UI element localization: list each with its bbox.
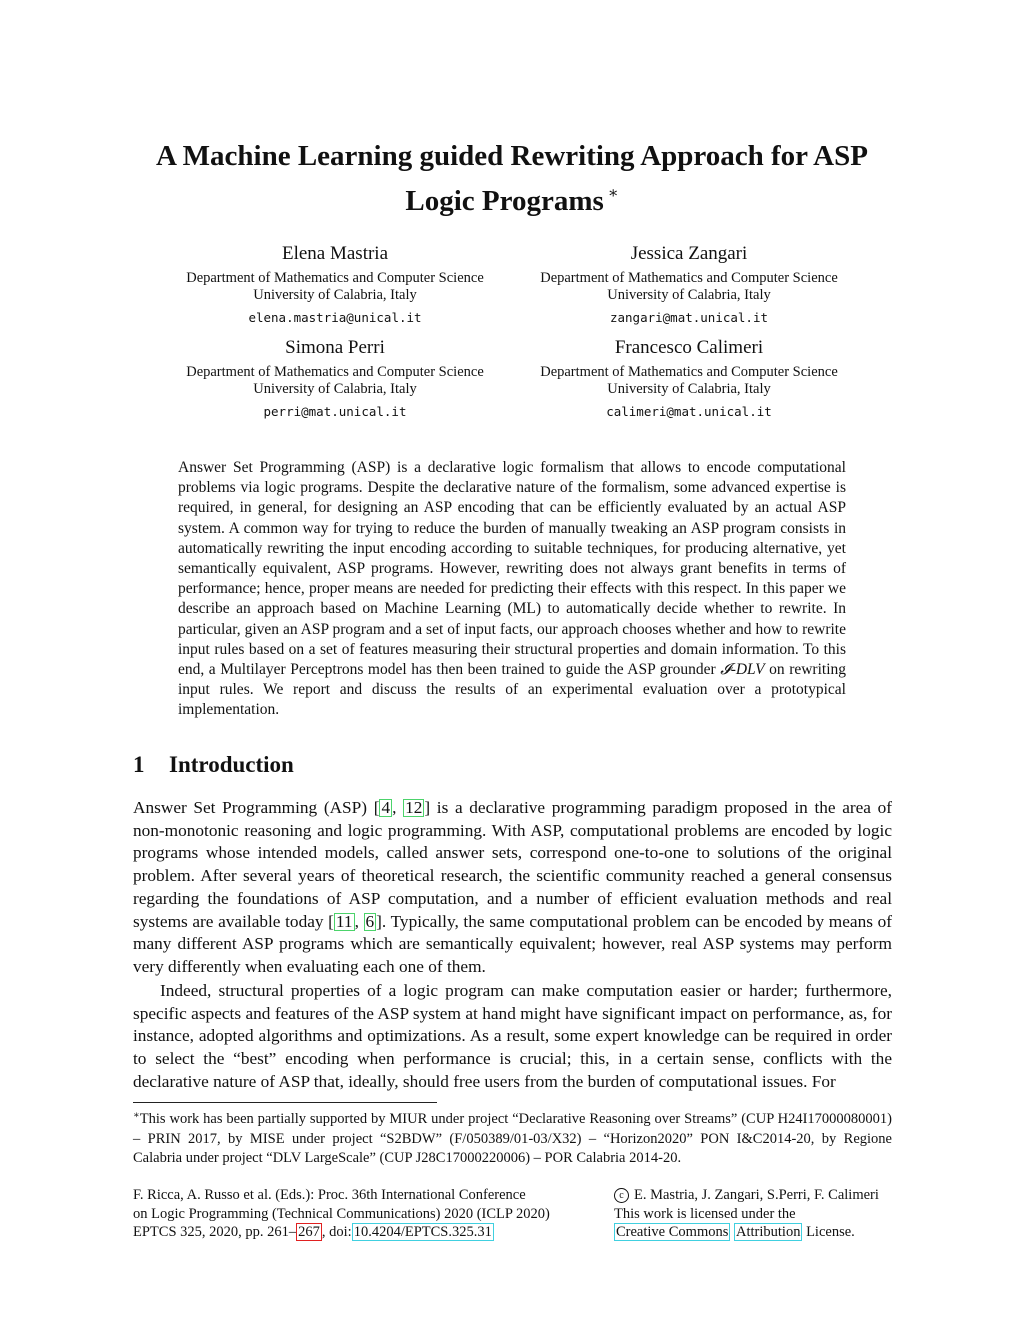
section-heading	[133, 750, 294, 780]
copyright-holders: E. Mastria, J. Zangari, S.Perri, F. Calimeri	[634, 1187, 879, 1203]
doi-link[interactable]: 10.4204/EPTCS.325.31	[353, 1224, 492, 1240]
abstract-text-end: on rewriting input rules. We report and discuss the results of an experimental evaluation over a prototypical implementation.	[178, 661, 847, 719]
author-email[interactable]: calimeri@mat.unical.it	[606, 404, 772, 419]
citation-link[interactable]: 12	[405, 798, 423, 817]
title-line-1: A Machine Learning guided Rewriting Approach for ASP	[156, 140, 868, 172]
author-department: Department of Mathematics and Computer Science	[186, 364, 484, 380]
title-footnote-marker[interactable]: ∗	[607, 185, 619, 202]
author-university: University of Calabria, Italy	[253, 287, 417, 303]
citation-link[interactable]: 6	[365, 911, 375, 931]
author-block-4	[499, 336, 879, 421]
author-block-3	[145, 336, 525, 421]
abstract-text: Answer Set Programming (ASP) is a declarative logic formalism that allows to encode computational problems via logic programs. Despite the declarative nature of the formalism, some advanced expertise is required, in general, for designing an ASP encoding that can be efficiently evaluated by an actual ASP system. A common way for trying to reduce the burden of manually tweaking an ASP program consists in automatically rewriting the input encoding according to suitable techniques, for producing alternative, yet semantically equivalent, ASP programs. However, rewriting does not always grant benefits in terms of performance; hence, proper means are needed for predicting their effects with this respect. In this paper we describe an approach based on Machine Learning (ML) to automatically decide whether to rewrite. In particular, given an ASP program and a set of input facts, our approach chooses whether and how to rewrite input rules based on a set of features measuring their structural properties and domain information. To this end, a Multilayer Perceptrons model has then been trained to guide the ASP grounder	[178, 459, 846, 679]
author-email[interactable]: perri@mat.unical.it	[263, 404, 407, 419]
author-department: Department of Mathematics and Computer Science	[540, 364, 838, 380]
author-block-2	[499, 242, 879, 327]
author-name: Elena Mastria	[281, 243, 389, 264]
license-suffix: License.	[802, 1224, 855, 1240]
intro-paragraph-1	[133, 797, 892, 979]
author-department: Department of Mathematics and Computer Science	[186, 270, 484, 286]
title-line-2: Logic Programs	[405, 185, 604, 217]
author-block-1	[145, 242, 525, 327]
footnote-text: This work has been partially supported by MIUR under project “Declarative Reasoning over Streams” (CUP H24I17000080001) – PRIN 2017, by MISE under project “S2BDW” (F/050389/01-03/X32) – “Horizon2020” PON I&C2014-20, by Regione Calabria under project “DLV LargeScale” (CUP J28C17000220006) – POR Calabria 2014-20.	[133, 1111, 892, 1166]
footnote-divider	[133, 1102, 437, 1103]
publication-line-3	[133, 1223, 573, 1242]
section-title: Introduction	[169, 752, 294, 777]
paragraph-text: ]. Typically, the same computational problem can be encoded by means of many different ASP programs which are semantically equivalent; however, real ASP systems may perform very differently when evaluating each one of them.	[133, 911, 892, 976]
author-department: Department of Mathematics and Computer Science	[540, 270, 838, 286]
intro-paragraph-2: Indeed, structural properties of a logic program can make computation easier or harder; furthermore, specific aspects and features of the ASP system at hand might have significant impact on performance, as, for instance, adopted algorithms and optimizations. As a result, some expert knowledge can be required in order to select the “best” encoding when performance is crucial; this, in a certain sense, conflicts with the declarative nature of ASP that, ideally, should free users from the burden of computational issues. For	[133, 981, 892, 1091]
citation-separator: ,	[354, 911, 364, 931]
citation-separator: ,	[392, 798, 404, 817]
citation-link[interactable]: 11	[335, 911, 353, 931]
publication-line-2: on Logic Programming (Technical Communications) 2020 (ICLP 2020)	[133, 1205, 550, 1222]
author-email[interactable]: zangari@mat.unical.it	[609, 310, 769, 325]
paragraph-text: Answer Set Programming (ASP) [	[133, 798, 380, 817]
publication-info	[133, 1186, 573, 1242]
license-info	[614, 1186, 914, 1242]
attribution-link[interactable]: Attribution	[736, 1224, 801, 1240]
author-name: Simona Perri	[285, 337, 385, 358]
section-number: 1	[133, 752, 145, 777]
abstract	[178, 458, 846, 721]
copyright-icon: c	[614, 1188, 629, 1203]
publication-line-1: F. Ricca, A. Russo et al. (Eds.): Proc. 36th International Conference	[133, 1187, 526, 1203]
footnote-marker: ∗	[133, 1110, 140, 1121]
publication-pages: EPTCS 325, 2020, pp. 261–	[133, 1224, 297, 1240]
citation-link[interactable]: 4	[381, 798, 391, 817]
doi-label: , doi:	[321, 1224, 352, 1240]
paper-title	[100, 138, 924, 220]
creative-commons-link[interactable]: Creative Commons	[616, 1224, 729, 1240]
paragraph-text: ] is a declarative programming paradigm proposed in the area of non-monotonic reasoning and logic programming. With ASP, computational problems are encoded by logic programs whose intended models, called answer sets, correspond one-to-one to solutions of the original problem. After several years of theoretical research, the scientific community reached a general consensus regarding the foundations of ASP computation, and a number of efficient evaluation methods and real systems are available today [	[133, 798, 893, 931]
author-name: Francesco Calimeri	[614, 337, 764, 358]
license-line-2: This work is licensed under the	[614, 1205, 796, 1222]
author-name: Jessica Zangari	[630, 243, 748, 264]
author-university: University of Calabria, Italy	[253, 381, 417, 397]
license-line-1	[614, 1186, 914, 1205]
author-email[interactable]: elena.mastria@unical.it	[248, 310, 422, 325]
last-page-link[interactable]: 267	[298, 1224, 320, 1240]
author-university: University of Calabria, Italy	[607, 381, 771, 397]
author-university: University of Calabria, Italy	[607, 287, 771, 303]
footnote	[133, 1106, 892, 1169]
abstract-system-name: 𝓘-DLV	[720, 661, 765, 679]
license-line-3	[614, 1223, 914, 1242]
